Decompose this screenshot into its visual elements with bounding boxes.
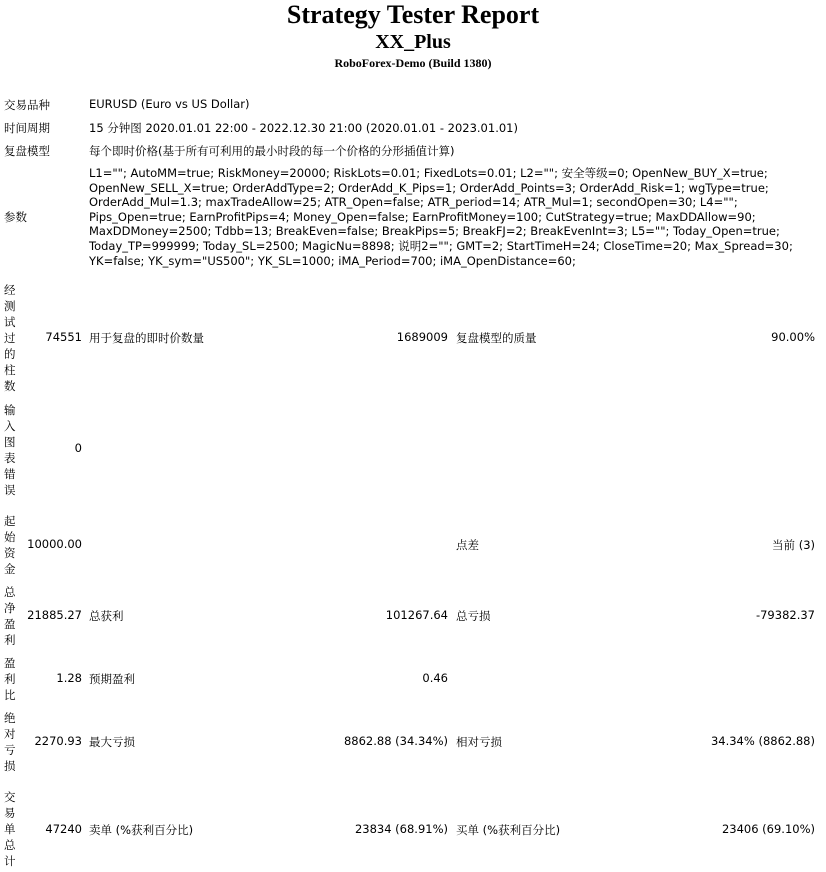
ticks-value: 1689009 [396,330,448,344]
symbol-value: EURUSD (Euro vs US Dollar) [89,97,250,111]
expected-payoff-value: 0.46 [422,671,448,685]
model-label: 复盘模型 [4,144,50,158]
max-drawdown-label: 最大亏损 [89,735,135,749]
period-value: 15 分钟图 2020.01.01 22:00 - 2022.12.30 21:00 (2020.01.01 - 2023.01.01) [89,121,518,135]
bars-label: 经测试过的柱数 [4,283,16,393]
ticks-label: 用于复盘的即时价数量 [89,331,204,345]
report-title: Strategy Tester Report [286,0,540,29]
profit-factor-value: 1.28 [56,671,82,685]
short-positions-label: 卖单 (%获利百分比) [89,823,194,837]
quality-value: 90.00% [771,330,815,344]
quality-label: 复盘模型的质量 [456,331,537,345]
symbol-label: 交易品种 [4,98,50,112]
relative-drawdown-value: 34.34% (8862.88) [710,734,815,748]
long-positions-value: 23406 (69.10%) [721,822,815,836]
long-positions-label: 买单 (%获利百分比) [456,823,561,837]
errors-value: 0 [74,441,82,455]
gross-profit-value: 101267.64 [385,608,448,622]
net-profit-value: 21885.27 [27,608,82,622]
server-build: RoboForex-Demo (Build 1380) [334,56,492,70]
gross-loss-value: -79382.37 [755,608,815,622]
gross-profit-label: 总获利 [89,609,124,623]
absolute-drawdown-value: 2270.93 [34,734,82,748]
absolute-drawdown-label: 绝对亏损 [4,711,16,773]
deposit-label: 起始资金 [4,514,16,576]
params-label: 参数 [4,210,27,224]
short-positions-value: 23834 (68.91%) [354,822,448,836]
errors-label: 输入图表错误 [4,403,16,497]
gross-loss-label: 总亏损 [456,609,491,623]
params-value: L1=""; AutoMM=true; RiskMoney=20000; RiskLots=0.01; FixedLots=0.01; L2=""; 安全等级=0; OpenNew_BUY_X=true; OpenNew_SELL_X=true; OrderAddType=2; OrderAdd_K_Pips=1; OrderAdd_Points=3; OrderAdd_Risk=1; wgType=true; OrderAdd_Mul=1.3; maxTradeAllow=25; ATR_Open=false; ATR_period=14; ATR_Mul=1; secondOpen=30; L4=""; Pips_Open=true; EarnProfitPips=4; Money_Open=false; EarnProfitMoney=100; CutStrategy=true; MaxDDAllow=90; MaxDDMoney=2500; Tdbb=13; BreakEven=false; BreakPips=5; BreakFJ=2; BreakEvenInt=3; L5=""; Today_Open=true; Today_TP=999999; Today_SL=2500; MagicNu=8898; 说明2=""; GMT=2; StartTimeH=24; CloseTime=20; Max_Spread=30; YK=false; YK_sym="US500"; YK_SL=1000; iMA_Period=700; iMA_OpenDistance=60; [89,166,793,268]
total-trades-label: 交易单总计 [4,790,16,868]
profit-factor-label: 盈利比 [4,656,16,702]
relative-drawdown-label: 相对亏损 [456,735,502,749]
deposit-value: 10000.00 [27,537,82,551]
period-label: 时间周期 [4,121,50,135]
max-drawdown-value: 8862.88 (34.34%) [343,734,448,748]
spread-value: 当前 (3) [772,538,815,552]
expert-name: XX_Plus [375,31,451,53]
model-value: 每个即时价格(基于所有可利用的最小时段的每一个价格的分形插值计算) [89,144,455,158]
total-trades-value: 47240 [45,822,82,836]
spread-label: 点差 [456,538,479,552]
expected-payoff-label: 预期盈利 [89,672,135,686]
net-profit-label: 总净盈利 [4,585,16,647]
bars-value: 74551 [45,330,82,344]
